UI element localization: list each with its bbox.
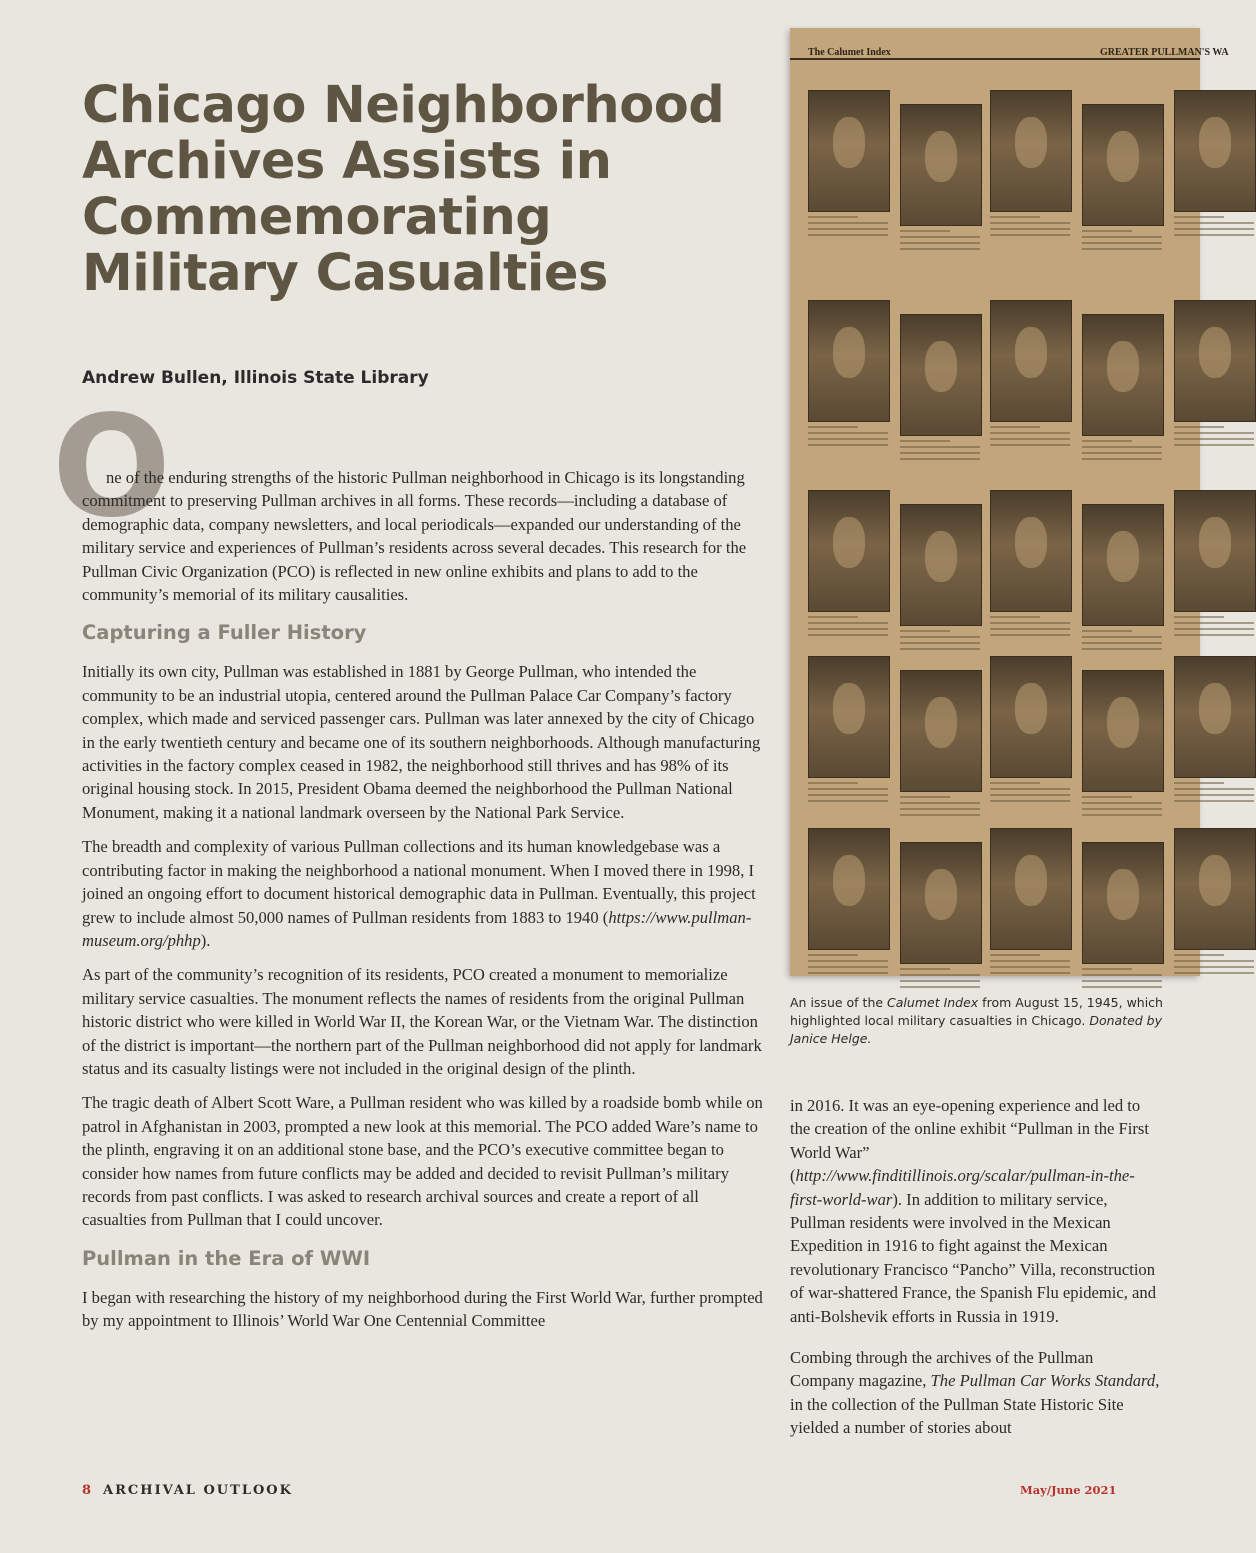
portrait-photo xyxy=(990,828,1072,950)
drop-cap: O xyxy=(52,386,172,549)
caption-text-line xyxy=(808,426,858,428)
caption-text-line xyxy=(1082,236,1162,238)
caption-text-line xyxy=(808,788,888,790)
caption-text-line xyxy=(1174,800,1254,802)
caption-text-line xyxy=(990,228,1070,230)
caption-text-line xyxy=(900,230,950,232)
caption-text-line xyxy=(900,968,950,970)
caption-text-line xyxy=(1082,440,1132,442)
caption-text-line xyxy=(900,440,950,442)
caption-text-line xyxy=(990,426,1040,428)
caption-text-line xyxy=(990,634,1070,636)
masthead-banner: GREATER PULLMAN'S WA xyxy=(1100,47,1229,58)
portrait-photo xyxy=(990,90,1072,212)
portrait-photo xyxy=(1174,656,1256,778)
text-span: , in the collection of the Pullman State Historic Site yielded a number of stories about xyxy=(790,1371,1160,1438)
caption-text-line xyxy=(990,438,1070,440)
caption-text-line xyxy=(1174,954,1224,956)
caption-text: from August 15, 1945, which highlighted local military casualties in Chicago. xyxy=(790,995,1163,1028)
intro-paragraph: ne of the enduring strengths of the historic Pullman neighborhood in Chicago is its longstanding commitment to preserving Pullman archives in all forms. These records—including a database of demographic data, company newsletters, and local periodicals—expanded our understanding of the military service and experiences of Pullman’s residents across several decades. This research for the Pullman Civic Organization (PCO) is reflected in new online exhibits and plans to add to the community’s memorial of its military causalities. xyxy=(82,468,747,605)
portrait-photo xyxy=(1174,490,1256,612)
caption-text-line xyxy=(990,800,1070,802)
text-span: ). In addition to military service, Pullman residents were involved in the Mexican Expedition in 1916 to fight against the Mexican revolutionary Francisco “Pancho” Villa, reconstruction of war-shattered France, the Spanish Flu epidemic, and anti-Bolshevik efforts in Russia in 1919. xyxy=(790,1189,1157,1326)
caption-text-line xyxy=(1082,636,1162,638)
caption-text-line xyxy=(1174,444,1254,446)
caption-text-line xyxy=(1174,634,1254,636)
caption-text-line xyxy=(900,636,980,638)
body-paragraph xyxy=(790,1346,1160,1440)
footer-publication xyxy=(82,1483,293,1498)
caption-text-line xyxy=(1082,796,1132,798)
caption-text-line xyxy=(1082,968,1132,970)
caption-text-line xyxy=(1082,642,1162,644)
caption-text-line xyxy=(808,234,888,236)
portrait-photo xyxy=(900,104,982,226)
caption-text-line xyxy=(1082,446,1162,448)
caption-text-line xyxy=(808,222,888,224)
portrait-photo xyxy=(1082,842,1164,964)
title-line: Military Casualties xyxy=(82,244,608,303)
portrait-photo xyxy=(900,504,982,626)
author-byline: Andrew Bullen, Illinois State Library xyxy=(82,368,429,388)
caption-text-line xyxy=(1082,974,1162,976)
magazine-title: The Pullman Car Works Standard xyxy=(930,1371,1156,1391)
text-span: Combing through the archives of the Pullman Company magazine, xyxy=(790,1348,1094,1391)
portrait-photo xyxy=(808,490,890,612)
caption-text-line xyxy=(808,628,888,630)
caption-text-line xyxy=(1082,802,1162,804)
caption-text-line xyxy=(990,954,1040,956)
caption-text-line xyxy=(990,432,1070,434)
body-paragraph: As part of the community’s recognition of its residents, PCO created a monument to memorialize military service casualties. The monument reflects the names of residents from the original Pullman historic district who were killed in World War II, the Korean War, or the Vietnam War. The distinction of the district is important—the northern part of the Pullman neighborhood did not apply for landmark status and its casualty listings were not included in the original design of the plinth. xyxy=(82,965,762,1078)
caption-text-line xyxy=(808,954,858,956)
title-line: Chicago Neighborhood xyxy=(82,76,725,135)
caption-text-line xyxy=(808,228,888,230)
url-link[interactable]: http://www.finditillinois.org/scalar/pullman-in-the-first-world-war xyxy=(790,1166,1135,1209)
body-paragraph: Initially its own city, Pullman was established in 1881 by George Pullman, who intended the community to be an industrial utopia, centered around the Pullman Palace Car Company’s factory complex, which made and serviced passenger cars. Pullman was later annexed by the city of Chicago in the early twentieth century and became one of its southern neighborhoods. Although manufacturing activities in the factory complex ceased in 1982, the neighborhood still thrives and has 98% of its original housing stock. In 2015, President Obama deemed the neighborhood the Pullman National Monument, making it a national landmark overseen by the National Park Service. xyxy=(82,662,761,822)
caption-text-line xyxy=(990,216,1040,218)
portrait-photo xyxy=(808,656,890,778)
caption-text-line xyxy=(990,960,1070,962)
caption-text-line xyxy=(900,452,980,454)
caption-text-line xyxy=(990,234,1070,236)
caption-text-line xyxy=(808,622,888,624)
portrait-photo xyxy=(1082,670,1164,792)
caption-text-line xyxy=(990,966,1070,968)
masthead-title: The Calumet Index xyxy=(808,47,891,58)
page-number: 8 xyxy=(82,1483,94,1498)
caption-text-line xyxy=(1174,782,1224,784)
publication-name: ARCHIVAL OUTLOOK xyxy=(103,1483,293,1498)
caption-text-line xyxy=(808,216,858,218)
caption-text-line xyxy=(900,242,980,244)
caption-text-line xyxy=(1082,630,1132,632)
article-title xyxy=(82,78,782,302)
portrait-photo xyxy=(808,300,890,422)
portrait-photo xyxy=(1082,314,1164,436)
caption-text-line xyxy=(1174,616,1224,618)
caption-text-line xyxy=(1082,980,1162,982)
caption-text-line xyxy=(1082,248,1162,250)
caption-text-line xyxy=(900,980,980,982)
caption-text-line xyxy=(900,974,980,976)
body-paragraph xyxy=(82,835,767,952)
caption-text-line xyxy=(808,966,888,968)
caption-text-line xyxy=(900,814,980,816)
newspaper-image xyxy=(790,28,1229,976)
portrait-photo xyxy=(808,828,890,950)
text-span: The breadth and complexity of various Pullman collections and its human knowledgebase was a contributing factor in making the neighborhood a national monument. When I moved there in 1998, I joined an ongoing effort to document historical demographic data in Pullman. Eventually, this project grew to include almost 50,000 names of Pullman residents from 1883 to 1940 ( xyxy=(82,837,756,927)
caption-text-line xyxy=(990,788,1070,790)
caption-text-line xyxy=(1082,230,1132,232)
caption-text-line xyxy=(1174,438,1254,440)
right-column xyxy=(790,1094,1160,1452)
figure-caption xyxy=(790,994,1170,1048)
caption-text-line xyxy=(1174,794,1254,796)
caption-text-line xyxy=(1174,222,1254,224)
caption-text-line xyxy=(808,782,858,784)
portrait-photo xyxy=(1174,90,1256,212)
caption-text-line xyxy=(1174,216,1224,218)
caption-text-line xyxy=(990,622,1070,624)
caption-text-line xyxy=(1174,966,1254,968)
newspaper-masthead xyxy=(790,28,1229,60)
caption-text-line xyxy=(1174,788,1254,790)
section-heading-capturing: Capturing a Fuller History xyxy=(82,621,367,645)
caption-text-line xyxy=(1082,452,1162,454)
portrait-photo xyxy=(808,90,890,212)
caption-text-line xyxy=(808,438,888,440)
caption-text-line xyxy=(990,794,1070,796)
left-column xyxy=(82,466,767,1344)
caption-text-line xyxy=(990,782,1040,784)
caption-text-line xyxy=(900,648,980,650)
caption-text-line xyxy=(900,642,980,644)
caption-text-line xyxy=(990,628,1070,630)
title-line: Archives Assists in xyxy=(82,132,612,191)
caption-title: Calumet Index xyxy=(887,995,979,1010)
portrait-photo xyxy=(900,842,982,964)
caption-text-line xyxy=(1174,628,1254,630)
caption-text-line xyxy=(808,634,888,636)
portrait-photo xyxy=(990,656,1072,778)
caption-text-line xyxy=(990,616,1040,618)
caption-text-line xyxy=(1174,234,1254,236)
caption-text-line xyxy=(990,222,1070,224)
caption-text-line xyxy=(808,616,858,618)
footer-issue: May/June 2021 xyxy=(1020,1483,1117,1497)
caption-text-line xyxy=(990,444,1070,446)
caption-credit: Donated by Janice Helge. xyxy=(790,1013,1163,1046)
caption-text-line xyxy=(900,986,980,988)
caption-text: An issue of the xyxy=(790,995,888,1010)
body-paragraph: The tragic death of Albert Scott Ware, a Pullman resident who was killed by a roadside bomb while on patrol in Afghanistan in 2003, prompted a new look at this memorial. The PCO added Ware’s name to the plinth, engraving it on an additional stone base, and the PCO’s executive committee began to consider how names from future conflicts may be added and decided to revisit Pullman’s military records from past conflicts. I was asked to research archival sources and create a report of all casualties from Pullman that I could uncover. xyxy=(82,1093,763,1230)
caption-text-line xyxy=(1174,960,1254,962)
caption-text-line xyxy=(1082,814,1162,816)
portrait-photo xyxy=(990,490,1072,612)
url-link[interactable]: https://www.pullman-museum.org/phhp xyxy=(82,907,752,950)
text-span: ). xyxy=(200,930,211,950)
caption-text-line xyxy=(900,236,980,238)
caption-text-line xyxy=(1174,432,1254,434)
caption-text-line xyxy=(1082,648,1162,650)
portrait-photo xyxy=(1082,104,1164,226)
title-line: Commemorating xyxy=(82,188,552,247)
portrait-photo xyxy=(900,670,982,792)
portrait-photo xyxy=(1174,828,1256,950)
body-paragraph: I began with researching the history of my neighborhood during the First World War, further prompted by my appointment to Illinois’ World War One Centennial Committee xyxy=(82,1287,763,1331)
caption-text-line xyxy=(1174,426,1224,428)
caption-text-line xyxy=(900,446,980,448)
caption-text-line xyxy=(900,796,950,798)
caption-text-line xyxy=(990,972,1070,974)
section-heading-wwi: Pullman in the Era of WWI xyxy=(82,1246,371,1270)
caption-text-line xyxy=(900,630,950,632)
caption-text-line xyxy=(808,960,888,962)
caption-text-line xyxy=(808,972,888,974)
portrait-photo xyxy=(1174,300,1256,422)
body-paragraph xyxy=(790,1094,1160,1328)
caption-text-line xyxy=(1174,972,1254,974)
portrait-photo xyxy=(900,314,982,436)
text-span: in 2016. It was an eye-opening experience and led to the creation of the online exhibit “Pullman in the First World War” ( xyxy=(790,1096,1149,1186)
caption-text-line xyxy=(808,800,888,802)
portrait-photo xyxy=(1082,504,1164,626)
caption-text-line xyxy=(808,432,888,434)
caption-text-line xyxy=(1082,986,1162,988)
caption-text-line xyxy=(1174,622,1254,624)
caption-text-line xyxy=(808,794,888,796)
caption-text-line xyxy=(900,808,980,810)
caption-text-line xyxy=(1082,808,1162,810)
caption-text-line xyxy=(1082,458,1162,460)
caption-text-line xyxy=(1082,242,1162,244)
caption-text-line xyxy=(900,802,980,804)
caption-text-line xyxy=(1174,228,1254,230)
caption-text-line xyxy=(808,444,888,446)
caption-text-line xyxy=(900,248,980,250)
caption-text-line xyxy=(900,458,980,460)
portrait-photo xyxy=(990,300,1072,422)
